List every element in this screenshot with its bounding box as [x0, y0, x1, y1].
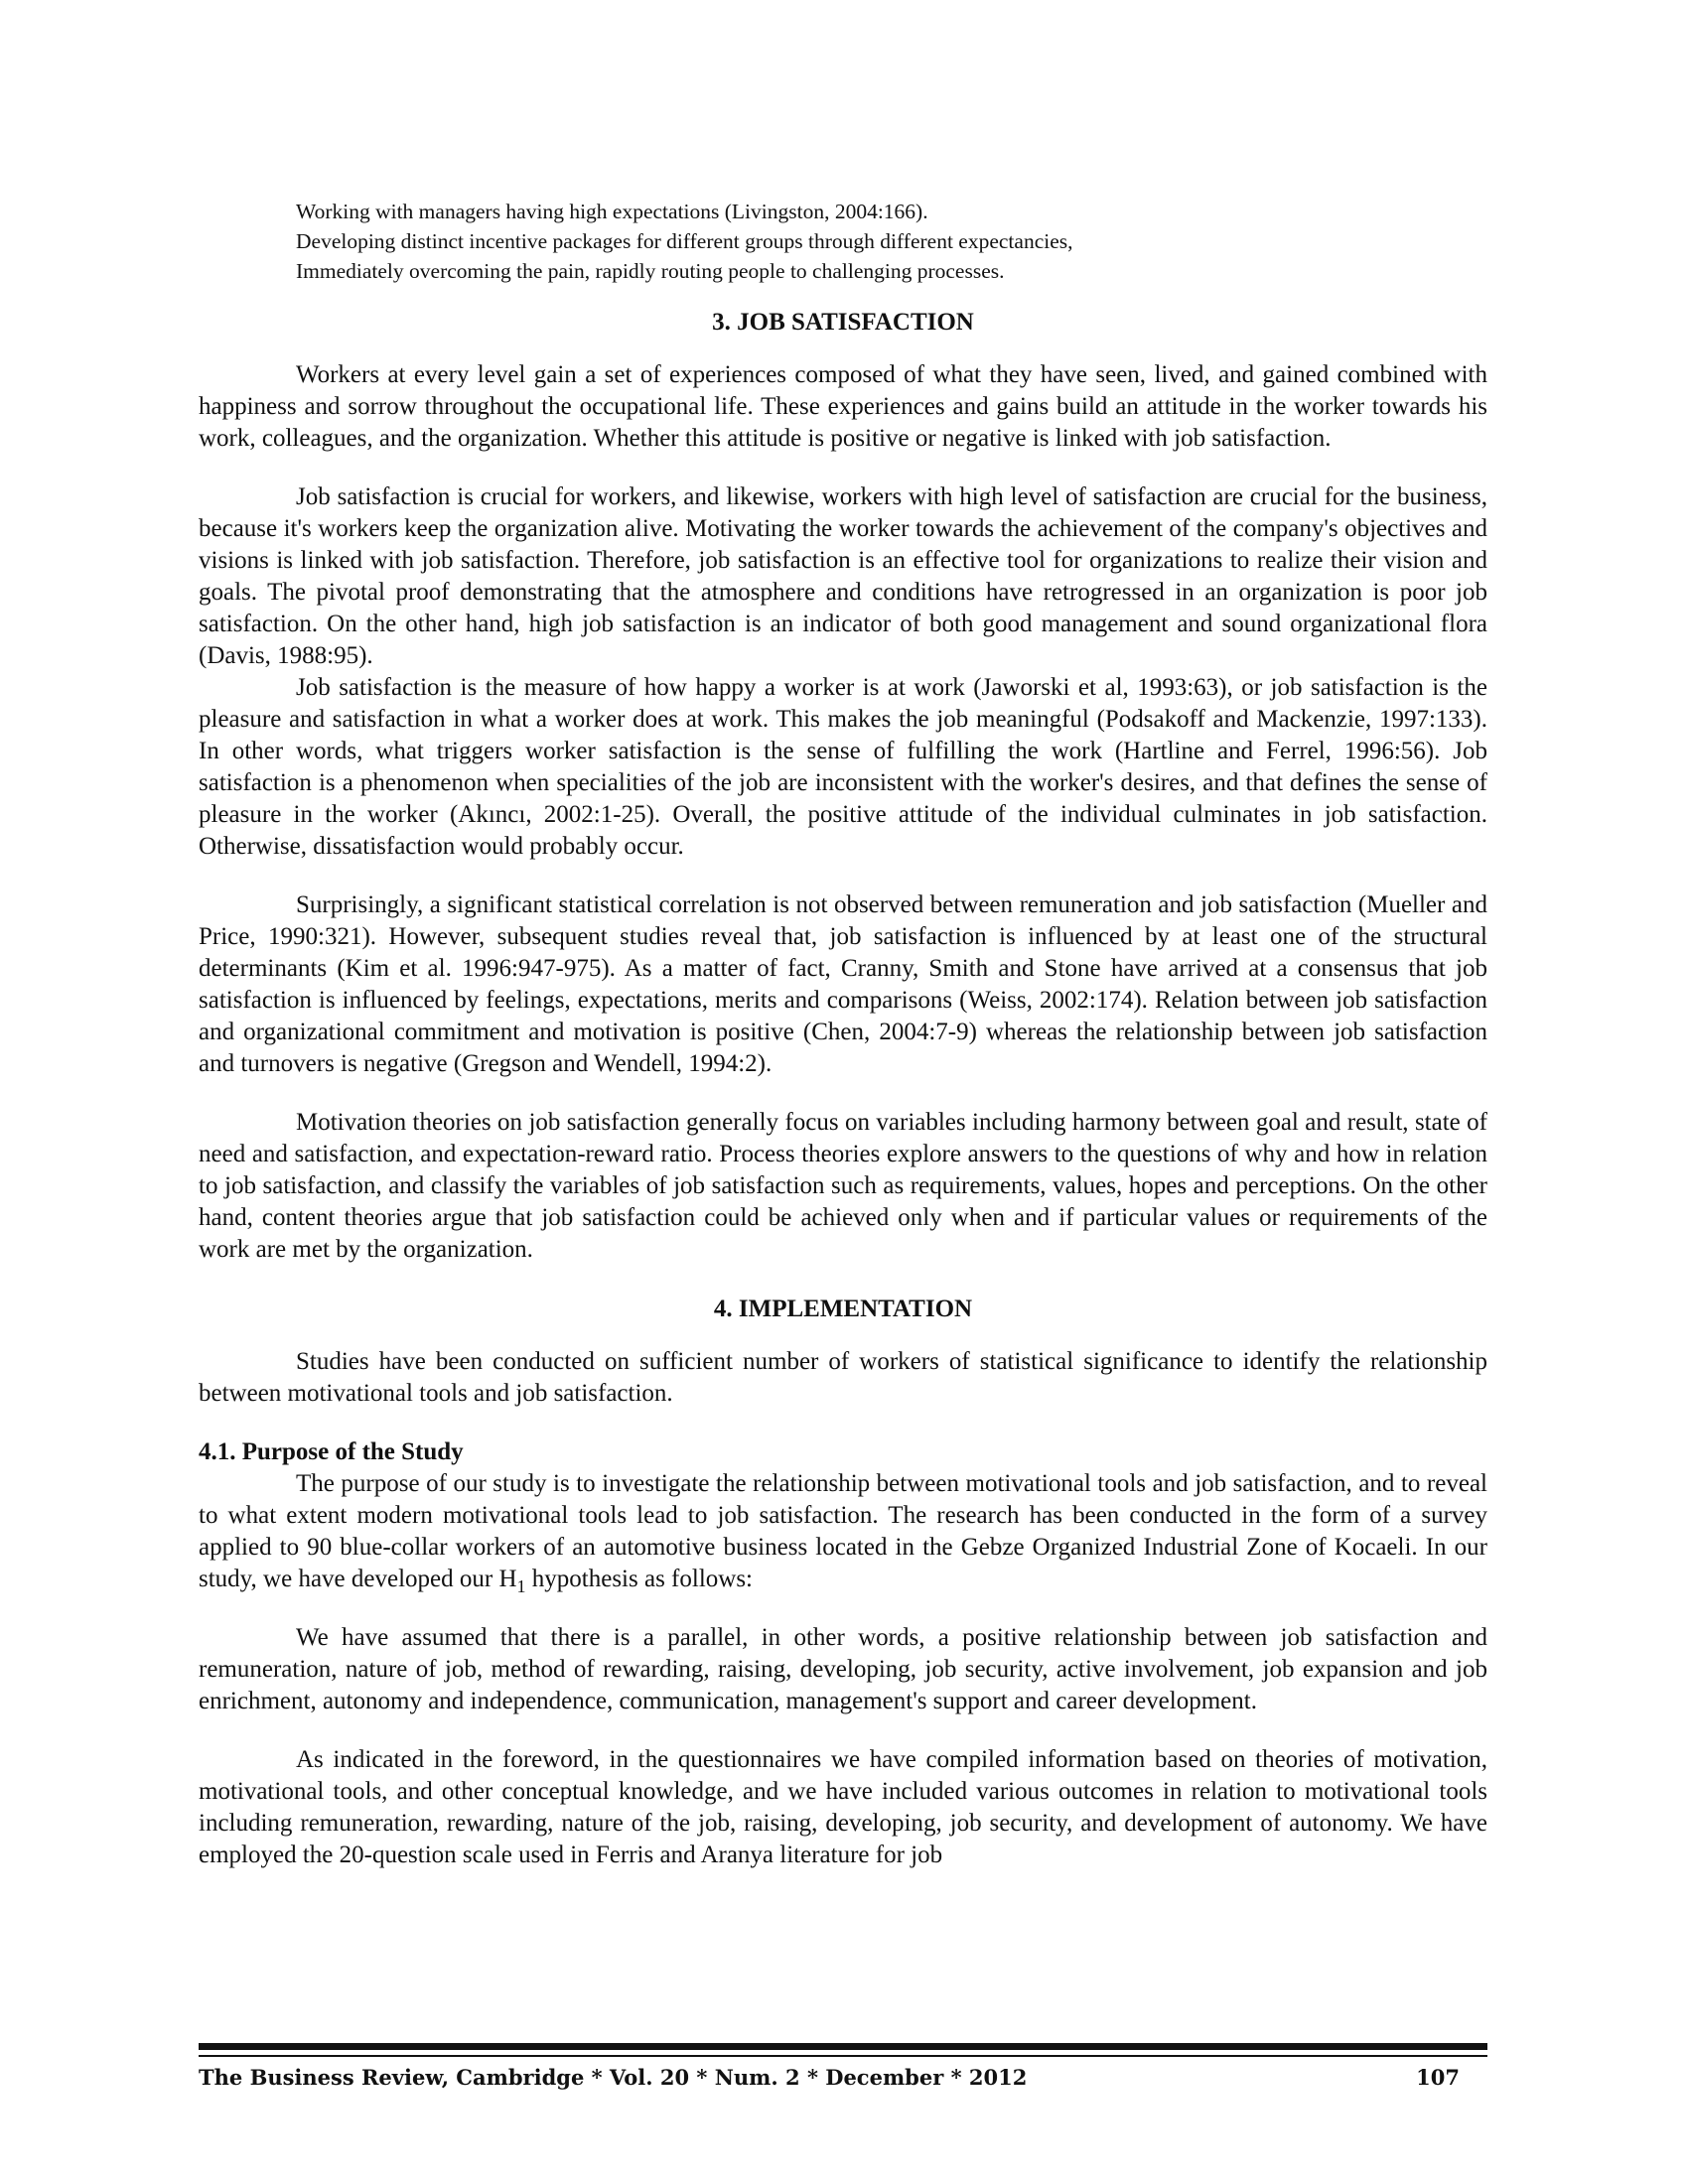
hypothesis-letter: H — [498, 1566, 517, 1592]
paragraph: Motivation theories on job satisfaction generally focus on variables including harmony between goal and result, state of need and satisfaction, and expectation-reward ratio. Process theories explore answers to the questions of why and how in relation to job satisfaction, and classify the variables of job satisfaction such as requirements, values, hopes and perceptions. On the other hand, content theories argue that job satisfaction could be achieved only when and if particular values or requirements of the work are met by the organization. — [199, 1109, 1487, 1263]
bullet-item: Immediately overcoming the pain, rapidly routing people to challenging processes. — [296, 259, 1005, 283]
bullet-item: Developing distinct incentive packages for different groups through different expectancies, — [296, 229, 1073, 253]
purpose-text: The purpose of our study is to investigate the relationship between motivational tools and job satisfaction, and to reveal to what extent modern motivational tools lead to job satisfaction. The research has been conducted in the form of a survey applied to 90 blue-collar workers of an automotive business located in the Gebze Organized Industrial Zone of Kocaeli. In our study, we have developed our — [199, 1470, 1487, 1592]
footer-rule — [199, 2043, 1487, 2050]
journal-citation: The Business Review, Cambridge * Vol. 20 * Num. 2 * December * 2012 — [199, 2065, 1028, 2090]
bullet-list — [199, 197, 1487, 286]
hypothesis-subscript: 1 — [516, 1576, 526, 1596]
page-body — [199, 197, 1487, 1871]
paragraph: As indicated in the foreword, in the questionnaires we have compiled information based on theories of motivation, motivational tools, and other conceptual knowledge, and we have included various outcomes in relation to motivational tools including remuneration, rewarding, nature of the job, raising, developing, job security, and development of autonomy. We have employed the 20-question scale used in Ferris and Aranya literature for job — [199, 1746, 1487, 1868]
section-heading-implementation: 4. IMPLEMENTATION — [713, 1296, 973, 1322]
paragraph: Surprisingly, a significant statistical correlation is not observed between remuneration and job satisfaction (Mueller and Price, 1990:321). However, subsequent studies reveal that, job satisfaction is influenced by at least one of the structural determinants (Kim et al. 1996:947-975). As a matter of fact, Cranny, Smith and Stone have arrived at a consensus that job satisfaction is influenced by feelings, expectations, merits and comparisons (Weiss, 2002:174). Relation between job satisfaction and organizational commitment and motivation is positive (Chen, 2004:7-9) whereas the relationship between job satisfaction and turnovers is negative (Gregson and Wendell, 1994:2). — [199, 891, 1487, 1077]
paragraph: Studies have been conducted on sufficient number of workers of statistical significance to identify the relationship between motivational tools and job satisfaction. — [199, 1348, 1487, 1407]
paragraph: Job satisfaction is crucial for workers, and likewise, workers with high level of satisfaction are crucial for the business, because it's workers keep the organization alive. Motivating the worker towards the achievement of the company's objectives and visions is linked with job satisfaction. Therefore, job satisfaction is an effective tool for organizations to realize their vision and goals. The pivotal proof demonstrating that the atmosphere and conditions have retrogressed in an organization is poor job satisfaction. On the other hand, high job satisfaction is an indicator of both good management and sound organizational flora (Davis, 1988:95). — [199, 483, 1487, 669]
page-number: 107 — [1416, 2065, 1460, 2090]
section-heading-job-satisfaction: 3. JOB SATISFACTION — [712, 309, 974, 336]
page-footer — [199, 2065, 1487, 2105]
subsection-heading-purpose: 4.1. Purpose of the Study — [199, 1438, 464, 1465]
paragraph-purpose — [199, 1468, 1487, 1595]
purpose-tail: hypothesis as follows: — [525, 1566, 753, 1592]
bullet-item: Working with managers having high expectations (Livingston, 2004:166). — [296, 200, 928, 223]
paragraph: Job satisfaction is the measure of how happy a worker is at work (Jaworski et al, 1993:63), or job satisfaction is the pleasure and satisfaction in what a worker does at work. This makes the job meaningful (Podsakoff and Mackenzie, 1997:133). In other words, what triggers worker satisfaction is the sense of fulfilling the work (Hartline and Ferrel, 1996:56). Job satisfaction is a phenomenon when specialities of the job are inconsistent with the worker's desires, and that defines the sense of pleasure in the worker (Akıncı, 2002:1-25). Overall, the positive attitude of the individual culminates in job satisfaction. Otherwise, dissatisfaction would probably occur. — [199, 674, 1487, 860]
paragraph: We have assumed that there is a parallel, in other words, a positive relationship between job satisfaction and remuneration, nature of job, method of rewarding, raising, developing, job security, active involvement, job expansion and job enrichment, autonomy and independence, communication, management's support and career development. — [199, 1624, 1487, 1714]
paragraph: Workers at every level gain a set of experiences composed of what they have seen, lived, and gained combined with happiness and sorrow throughout the occupational life. These experiences and gains build an attitude in the worker towards his work, colleagues, and the organization. Whether this attitude is positive or negative is linked with job satisfaction. — [199, 361, 1487, 452]
footer-rule-thin — [199, 2055, 1487, 2057]
